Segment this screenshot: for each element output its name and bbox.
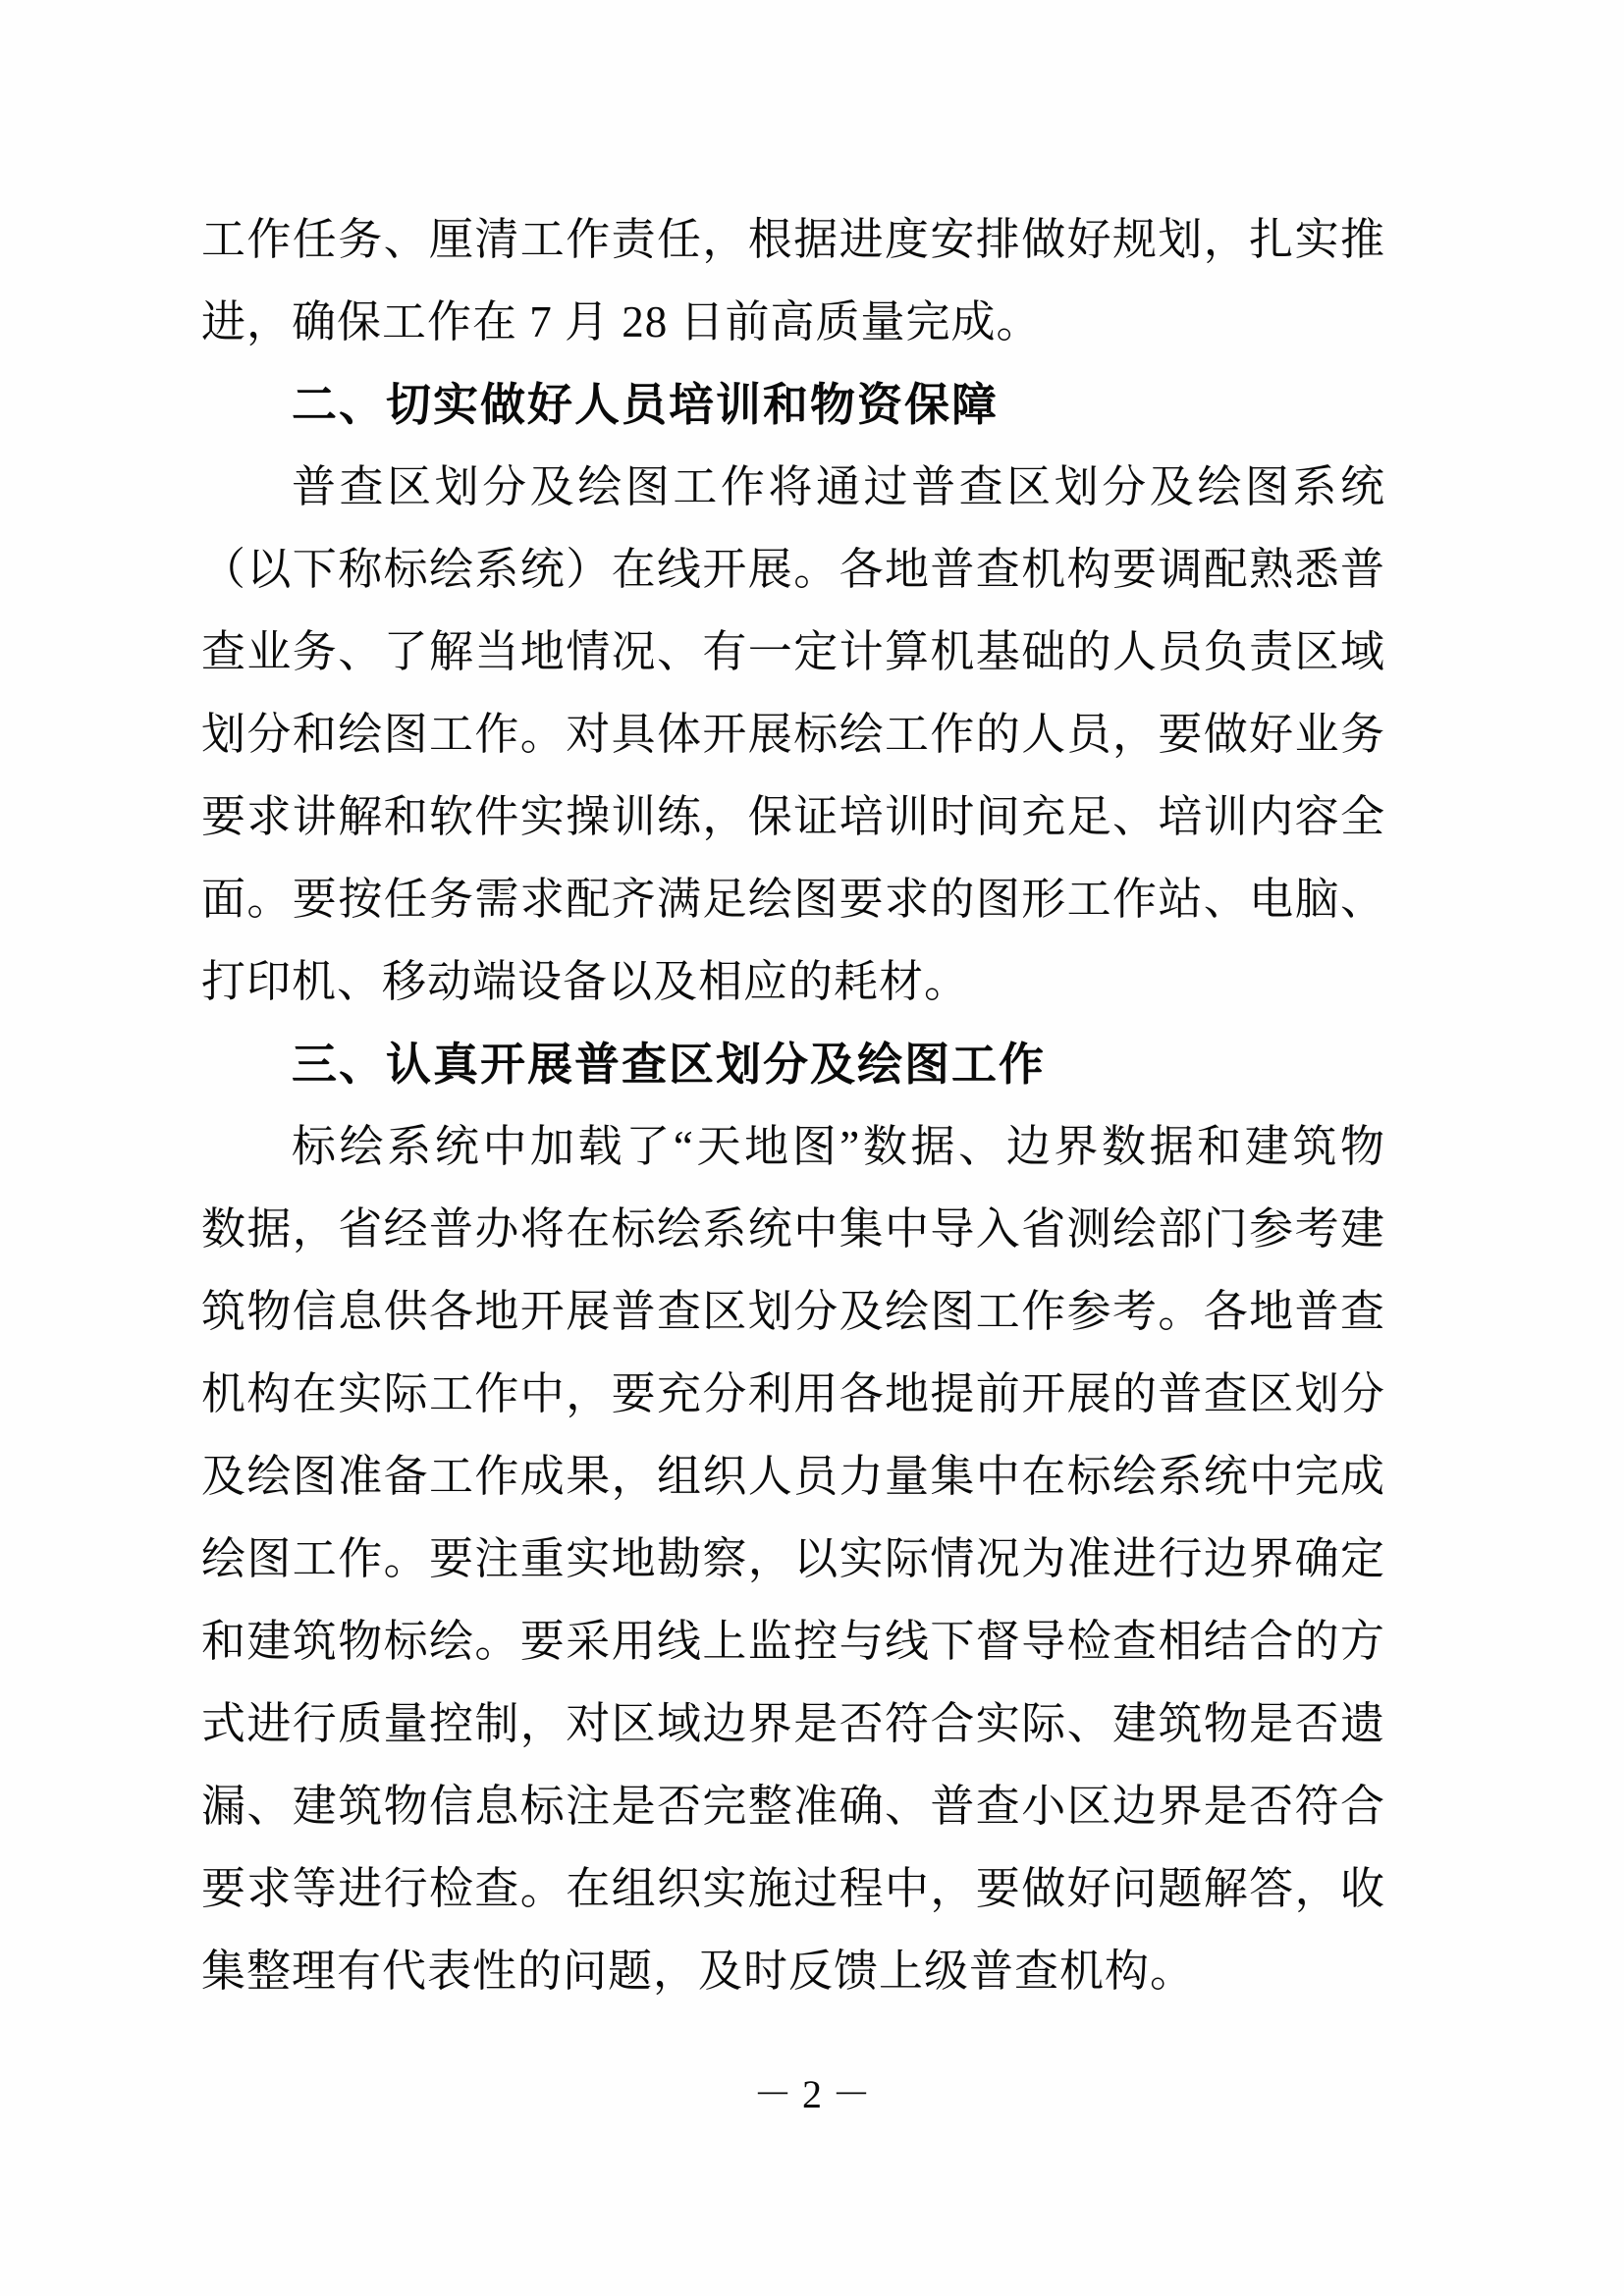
body-text-line: 面。要按任务需求配齐满足绘图要求的图形工作站、电脑、 (201, 875, 1385, 924)
body-text-line: 和建筑物标绘。要采用线上监控与线下督导检查相结合的方 (201, 1617, 1385, 1666)
body-text-line: 绘图工作。要注重实地勘察，以实际情况为准进行边界确定 (201, 1534, 1385, 1583)
body-text-line: 机构在实际工作中，要充分利用各地提前开展的普查区划分 (201, 1369, 1385, 1418)
body-text-line: 及绘图准备工作成果，组织人员力量集中在标绘系统中完成 (201, 1452, 1385, 1501)
page-footer (0, 2069, 1624, 2120)
body-text-line: 数据，省经普办将在标绘系统中集中导入省测绘部门参考建 (201, 1204, 1385, 1254)
body-text-line: 进，确保工作在 7 月 28 日前高质量完成。 (201, 297, 1042, 347)
section-heading: 三、认真开展普查区划分及绘图工作 (292, 1039, 1046, 1090)
document-body (201, 198, 1385, 2012)
body-text-line: 划分和绘图工作。对具体开展标绘工作的人员，要做好业务 (201, 710, 1385, 759)
body-text-line: 要求讲解和软件实操训练，保证培训时间充足、培训内容全 (201, 792, 1385, 841)
body-text-line: 集整理有代表性的问题，及时反馈上级普查机构。 (201, 1947, 1196, 1996)
body-text-line: 工作任务、厘清工作责任，根据进度安排做好规划，扎实推 (201, 215, 1385, 264)
page-number: － 2 － (753, 2072, 871, 2116)
body-text-line: 普查区划分及绘图工作将通过普查区划分及绘图系统 (292, 462, 1385, 511)
body-text-line: 式进行质量控制，对区域边界是否符合实际、建筑物是否遗 (201, 1699, 1385, 1748)
body-text-line: 要求等进行检查。在组织实施过程中，要做好问题解答，收 (201, 1864, 1385, 1913)
body-text-line: 打印机、移动端设备以及相应的耗材。 (201, 957, 970, 1006)
body-text-line: 筑物信息供各地开展普查区划分及绘图工作参考。各地普查 (201, 1287, 1385, 1336)
section-heading: 二、切实做好人员培训和物资保障 (292, 379, 999, 430)
body-text-line: 漏、建筑物信息标注是否完整准确、普查小区边界是否符合 (201, 1782, 1385, 1831)
body-text-line: （以下称标绘系统）在线开展。各地普查机构要调配熟悉普 (201, 545, 1385, 594)
body-text-line: 标绘系统中加载了“天地图”数据、边界数据和建筑物 (292, 1122, 1385, 1171)
body-text-line: 查业务、了解当地情况、有一定计算机基础的人员负责区域 (201, 627, 1385, 676)
